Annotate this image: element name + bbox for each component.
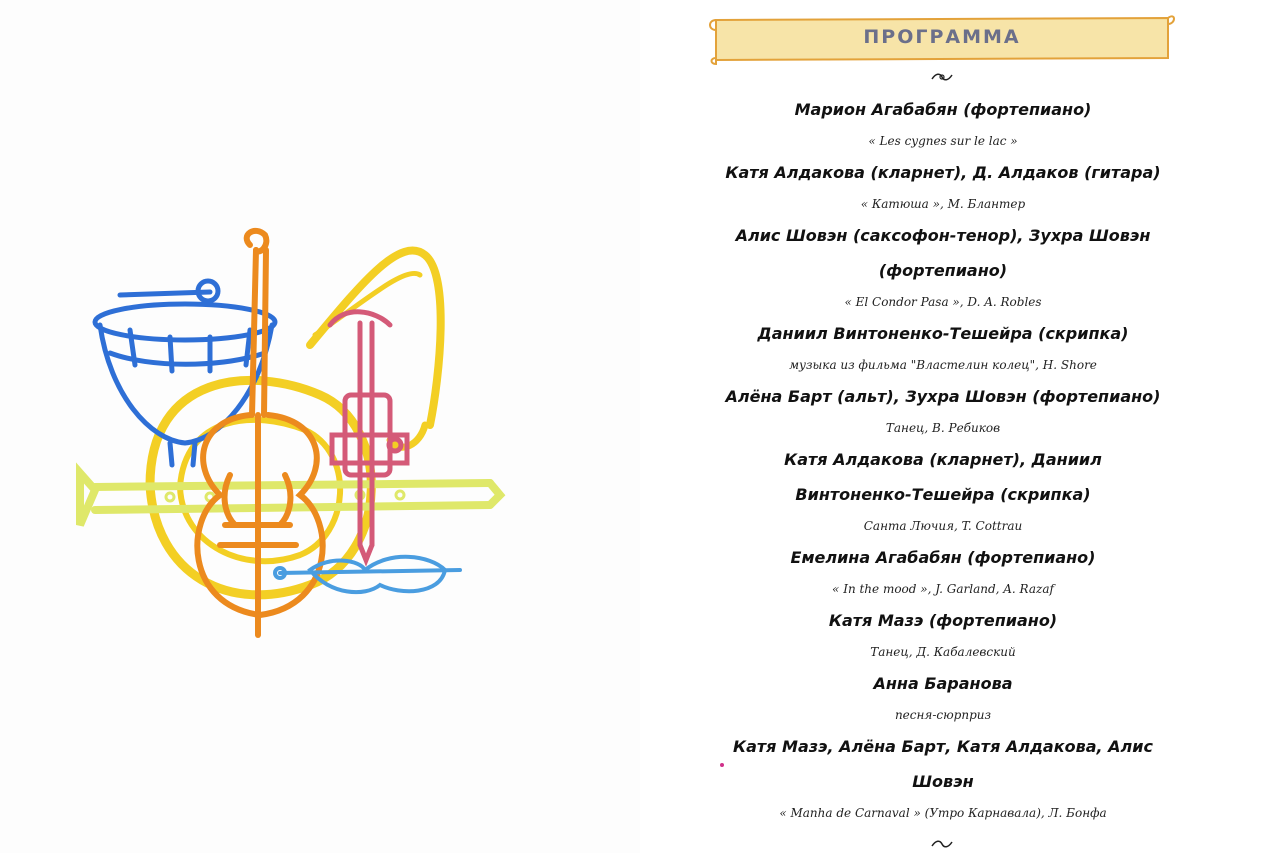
ornament-flourish-icon [930, 838, 954, 850]
performer-line: Марион Агабабян (фортепиано) [794, 100, 1092, 119]
program-item [702, 316, 1184, 379]
program-item [702, 540, 1184, 603]
performer-line: (фортепиано) [878, 261, 1008, 280]
page-title: ПРОГРАММА [863, 26, 1021, 48]
piece-title: « El Condor Pasa », D. A. Robles [844, 295, 1042, 309]
performer-line: Шовэн [912, 772, 974, 791]
performer-line: Катя Мазэ, Алёна Барт, Катя Алдакова, Алис [733, 737, 1153, 756]
program-item [702, 92, 1184, 155]
drum-icon [95, 281, 275, 465]
right-page [640, 0, 1280, 853]
piece-title: музыка из фильма "Властелин колец", H. Shore [789, 358, 1097, 372]
performer-line: Анна Баранова [873, 674, 1013, 693]
performer-line: Катя Мазэ (фортепиано) [828, 611, 1058, 630]
piece-title: « Manha de Carnaval » (Утро Карнавала), Л. Бонфа [779, 806, 1107, 820]
ornament-flourish-icon [930, 71, 954, 83]
musical-instruments-illustration [60, 225, 520, 675]
program-item [702, 218, 1184, 316]
piece-title: « In the mood », J. Garland, A. Razaf [832, 582, 1054, 596]
performer-line: Катя Алдакова (кларнет), Д. Алдаков (гитара) [725, 163, 1161, 182]
performer-line: Емелина Агабабян (фортепиано) [790, 548, 1096, 567]
piece-title: Санта Лючия, T. Cottrau [863, 519, 1023, 533]
program-list [702, 92, 1184, 827]
piece-title: Танец, Д. Кабалевский [870, 645, 1016, 659]
program-item [702, 155, 1184, 218]
program-item [702, 442, 1184, 540]
piece-title: « Катюша », М. Блантер [860, 197, 1026, 211]
piece-title: « Les cygnes sur le lac » [868, 134, 1018, 148]
performer-line: Даниил Винтоненко-Тешейра (скрипка) [757, 324, 1129, 343]
performer-line: Алис Шовэн (саксофон-тенор), Зухра Шовэн [735, 226, 1151, 245]
program-item [702, 379, 1184, 442]
performer-line: Катя Алдакова (кларнет), Даниил [784, 450, 1102, 469]
program-item [702, 603, 1184, 666]
performer-line: Винтоненко-Тешейра (скрипка) [795, 485, 1091, 504]
piece-title: песня-сюрприз [894, 708, 992, 722]
performer-line: Алёна Барт (альт), Зухра Шовэн (фортепиано) [725, 387, 1161, 406]
piece-title: Танец, В. Ребиков [885, 421, 1001, 435]
program-item [702, 729, 1184, 827]
program-item [702, 666, 1184, 729]
stray-mark [720, 763, 724, 767]
